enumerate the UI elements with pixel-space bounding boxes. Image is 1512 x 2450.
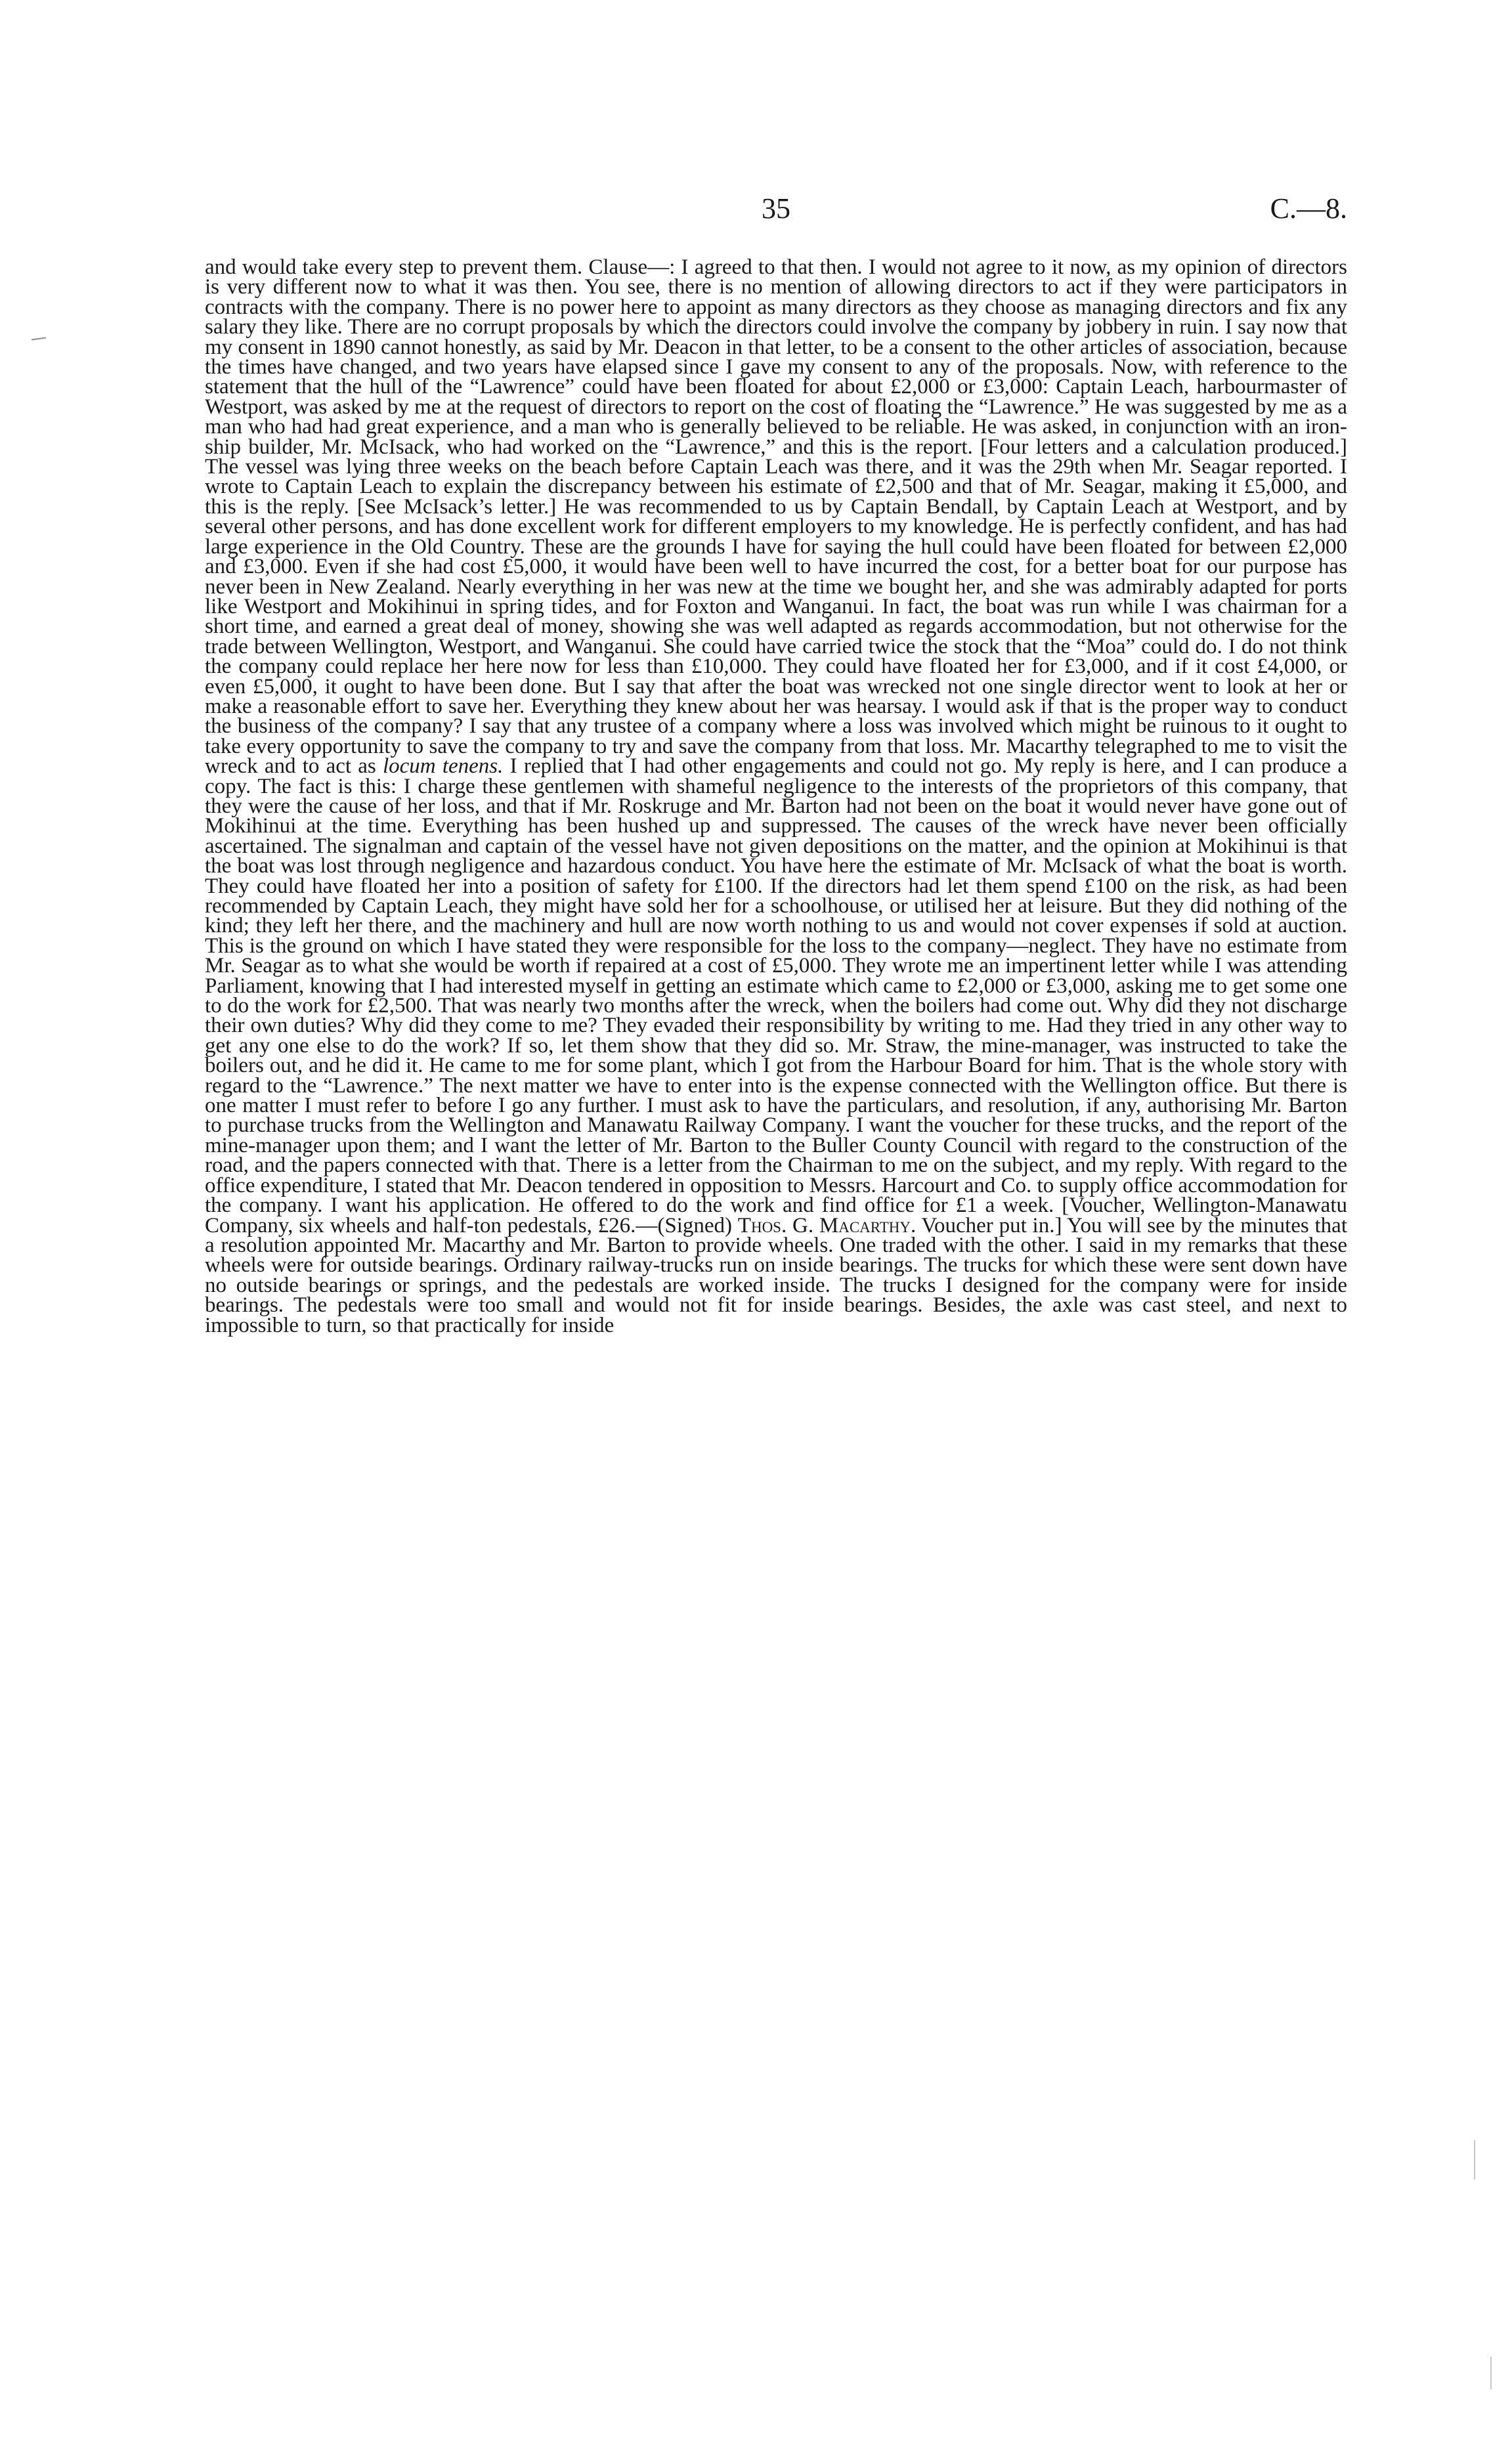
page-header xyxy=(205,192,1347,238)
margin-mark xyxy=(1474,2140,1475,2180)
document-reference: C.—8. xyxy=(1270,192,1347,225)
italic-phrase: locum tenens. xyxy=(382,754,504,779)
page-number: 35 xyxy=(762,192,790,225)
paragraph-text-part-1: and would take every step to prevent them. Clause—: I agreed to that then. I would not agree to it now, as my opinion of directors is very different now to what it was then. You see, there is no mention of allowing directors to act if they were participators in contracts with the company. There is no power here to appoint as many directors as they choose as managing directors and fix any salary they like. There are no corrupt proposals by which the directors could involve the company by jobbery in ruin. I say now that my consent in 1890 cannot honestly, as said by Mr. Deacon in that letter, to be a consent to the other articles of association, because the times have changed, and two years have elapsed since I gave my consent to any of the proposals. Now, with reference to the statement that the hull of the “Lawrence” could have been floated for about £2,000 or £3,000: Captain Leach, harbourmaster of Westport, was asked by me at the request of directors to report on the cost of floating the “Lawrence.” He was suggested by me as a man who had had great experience, and a man who is generally believed to be reliable. He was asked, in conjunction with an iron-ship builder, Mr. McIsack, who had worked on the “Lawrence,” and this is the report. [Four letters and a calculation produced.] The vessel was lying three weeks on the beach before Captain Leach was there, and it was the 29th when Mr. Seagar reported. I wrote to Captain Leach to explain the discrepancy between his estimate of £2,500 and that of Mr. Seagar, making it £5,000, and this is the reply. [See McIsack’s letter.] He was recommended to us by Captain Bendall, by Captain Leach at Westport, and by several other persons, and has done excellent work for different employers to my knowledge. He is perfectly confident, and has had large experience in the Old Country. These are the grounds I have for saying the hull could have been floated for between £2,000 and £3,000. Even if she had cost £5,000, it would have been well to have incurred the cost, for a better boat for our purpose has never been in New Zealand. Nearly everything in her was new at the time we bought her, and she was admirably adapted for ports like Westport and Mokihinui in spring tides, and for Foxton and Wanganui. In fact, the boat was run while I was chairman for a short time, and earned a great deal of money, showing she was well adapted as regards accommodation, but not otherwise for the trade between Wellington, Westport, and Wanganui. She could have carried twice the stock that the “Moa” could do. I do not think the company could replace her here now for less than £10,000. They could have floated her for £3,000, and if it cost £4,000, or even £5,000, it ought to have been done. But I say that after the boat was wrecked not one single director went to look at her or make a reasonable effort to save her. Everything they knew about her was hearsay. I would ask if that is the proper way to conduct the business of the company? I say that any trustee of a company where a loss was involved which might be ruinous to it ought to take every opportunity to save the company to try and save the company from that loss. Mr. Macarthy telegraphed to me to visit the wreck and to act as xyxy=(205,255,1347,779)
body-paragraph xyxy=(205,257,1347,1335)
paragraph-text-part-3: Voucher put in.] You will see by the minutes that a resolution appointed Mr. Macarthy and Mr. Barton to provide wheels. One traded with the other. I said in my remarks that these wheels were for outside bearings. Ordinary railway-trucks run on inside bearings. The trucks for which these were sent down have no outside bearings or springs, and the pedestals are worked inside. The trucks I designed for the company were for inside bearings. The pedestals were too small and would not fit for inside bearings. Besides, the axle was cast steel, and next to impossible to turn, so that practically for inside xyxy=(205,1213,1347,1337)
margin-mark xyxy=(32,337,46,340)
paragraph-text-part-2: I replied that I had other engagements and could not go. My reply is here, and I can produce a copy. The fact is this: I charge these gentlemen with shameful negligence to the interests of the proprietors of this company, that they were the cause of her loss, and that if Mr. Roskruge and Mr. Barton had not been on the boat it would never have gone out of Mokihinui at the time. Everything has been hushed up and suppressed. The causes of the wreck have never been officially ascertained. The signalman and captain of the vessel have not given depositions on the matter, and the opinion at Mokihinui is that the boat was lost through negligence and hazardous conduct. You have here the estimate of Mr. McIsack of what the boat is worth. They could have floated her into a position of safety for £100. If the directors had let them spend £100 on the risk, as had been recommended by Captain Leach, they might have sold her for a schoolhouse, or utilised her at leisure. But they did nothing of the kind; they left her there, and the machinery and hull are now worth nothing to us and would not cover expenses if sold at auction. This is the ground on which I have stated they were responsible for the loss to the company—neglect. They have no estimate from Mr. Seagar as to what she would be worth if repaired at a cost of £5,000. They wrote me an impertinent letter while I was attending Parliament, knowing that I had interested myself in getting an estimate which came to £2,000 or £3,000, asking me to get some one to do the work for £2,500. That was nearly two months after the wreck, when the boilers had come out. Why did they not discharge their own duties? Why did they come to me? They evaded their responsibility by writing to me. Had they tried in any other way to get any one else to do the work? If so, let them show that they did so. Mr. Straw, the mine-manager, was instructed to take the boilers out, and he did it. He came to me for some plant, which I got from the Harbour Board for him. That is the whole story with regard to the “Lawrence.” The next matter we have to enter into is the expense connected with the Wellington office. But there is one matter I must refer to before I go any further. I must ask to have the particulars, and resolution, if any, authorising Mr. Barton to purchase trucks from the Wellington and Manawatu Railway Company. I want the voucher for these trucks, and the report of the mine-manager upon them; and I want the letter of Mr. Barton to the Buller County Council with regard to the construction of the road, and the papers connected with that. There is a letter from the Chairman to me on the subject, and my reply. With regard to the office expenditure, I stated that Mr. Deacon tendered in opposition to Messrs. Harcourt and Co. to supply office accommodation for the company. I want his application. He offered to do the work and find office for £1 a week. [Voucher, Wellington-Manawatu Company, six wheels and half-ton pedestals, £26.—(Signed) xyxy=(205,754,1348,1237)
margin-mark xyxy=(1490,2357,1492,2390)
signature-name: Thos. G. Macarthy. xyxy=(737,1213,917,1237)
